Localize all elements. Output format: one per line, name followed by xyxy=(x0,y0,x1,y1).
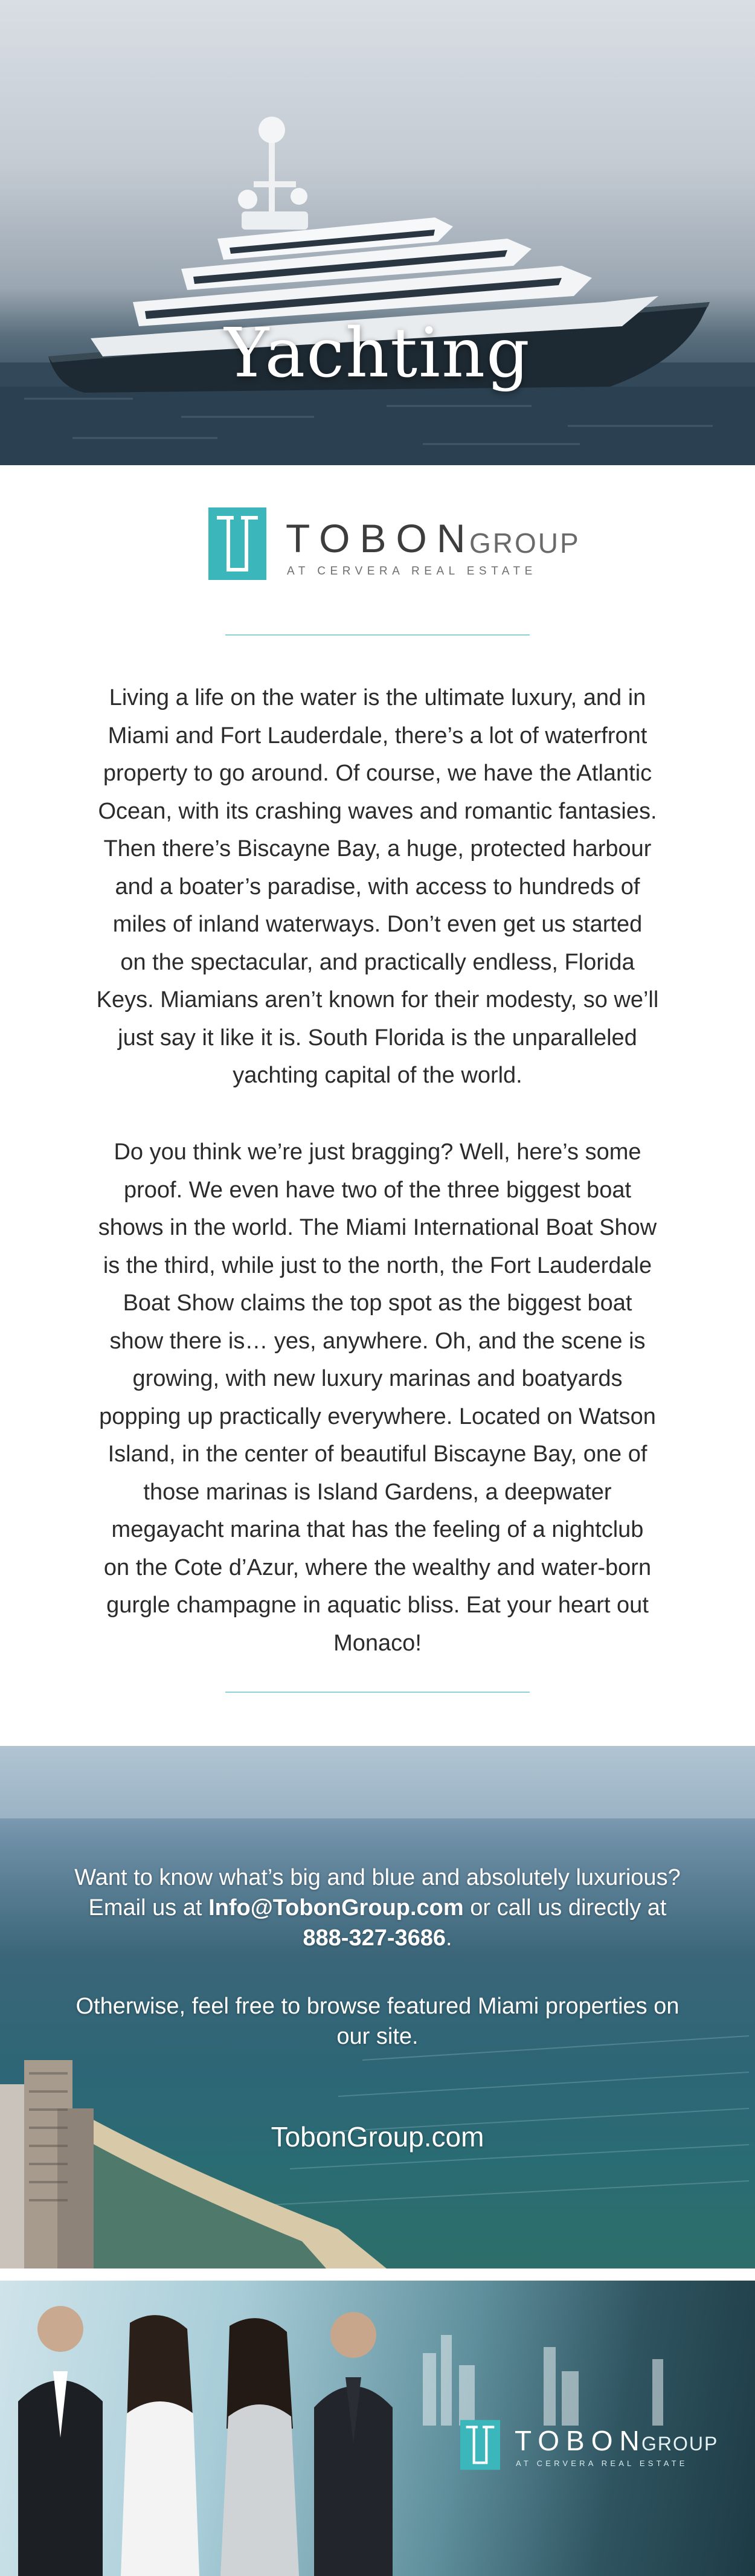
article-line: on the Cote d’Azur, where the wealthy and water-born xyxy=(103,1554,652,1580)
contact-line-2-prefix: Email us at xyxy=(88,1895,209,1921)
article-line: show there is… yes, anywhere. Oh, and the scene is xyxy=(109,1328,646,1354)
contact-phone-suffix: . xyxy=(446,1925,452,1951)
article-line: gurgle champagne in aquatic bliss. Eat your heart out xyxy=(106,1592,649,1618)
contact-message xyxy=(60,1863,695,1953)
hero-title: Yachting xyxy=(224,314,531,393)
contact-line-3 xyxy=(60,1923,695,1953)
contact-line-2 xyxy=(60,1893,695,1923)
article-line: popping up practically everywhere. Located on Watson xyxy=(99,1403,656,1429)
team-banner-logo xyxy=(460,2420,719,2480)
article-line: Then there’s Biscayne Bay, a huge, protected harbour xyxy=(103,836,652,861)
article-line: shows in the world. The Miami International Boat Show xyxy=(98,1215,657,1240)
article-line: megayacht marina that has the feeling of a nightclub xyxy=(111,1517,644,1542)
article-line: proof. We even have two of the three biggest boat xyxy=(123,1177,632,1203)
team-logo-group: GROUP xyxy=(641,2433,719,2455)
website-link[interactable]: TobonGroup.com xyxy=(271,2121,484,2153)
browse-line-2: our site. xyxy=(336,2024,419,2049)
article-line: yachting capital of the world. xyxy=(233,1063,522,1088)
contact-banner xyxy=(0,1746,755,2268)
yacht-illustration xyxy=(0,0,755,465)
contact-line-2-suffix: or call us directly at xyxy=(463,1895,667,1921)
divider-top xyxy=(225,634,530,636)
article-line: Do you think we’re just bragging? Well, here’s some xyxy=(114,1139,641,1165)
article-line: miles of inland waterways. Don’t even get us started xyxy=(112,912,643,937)
tobon-group-logo xyxy=(208,507,580,586)
browse-line-1: Otherwise, feel free to browse featured Miami properties on xyxy=(76,1994,680,2019)
article-line: those marinas is Island Gardens, a deepwater xyxy=(143,1479,612,1505)
article-line: Ocean, with its crashing waves and romantic fantasies. xyxy=(98,798,657,824)
contact-email-link[interactable]: Info@TobonGroup.com xyxy=(208,1895,464,1921)
article-line: Island, in the center of beautiful Biscayne Bay, one of xyxy=(108,1441,647,1467)
article-line: Boat Show claims the top spot as the biggest boat xyxy=(123,1290,632,1316)
browse-message xyxy=(60,1991,695,2052)
logo-group: GROUP xyxy=(469,527,580,559)
contact-line-1: Want to know what’s big and blue and absolutely luxurious? xyxy=(74,1865,681,1890)
article-line: Monaco! xyxy=(333,1630,422,1656)
article-line: and a boater’s paradise, with access to hundreds of xyxy=(115,874,640,900)
article-line: Miami and Fort Lauderdale, there’s a lot of waterfront xyxy=(108,723,647,749)
team-banner xyxy=(0,2281,755,2576)
article-line: is the third, while just to the north, the Fort Lauderdale xyxy=(103,1252,652,1278)
article-line: on the spectacular, and practically endless, Florida xyxy=(120,949,635,975)
article-line: Living a life on the water is the ultimate luxury, and in xyxy=(109,685,646,710)
logo-tagline: AT CERVERA REAL ESTATE xyxy=(287,565,537,578)
divider-bottom xyxy=(225,1692,530,1693)
article-line: just say it like it is. South Florida is the unparalleled xyxy=(118,1025,637,1051)
article-line: property to go around. Of course, we have the Atlantic xyxy=(103,761,652,786)
hero-banner xyxy=(0,0,755,465)
contact-phone-link[interactable]: 888-327-3686 xyxy=(303,1925,446,1951)
tobon-logo-mark-icon xyxy=(460,2420,500,2470)
article-line: growing, with new luxury marinas and boatyards xyxy=(132,1366,623,1391)
team-logo-tagline: AT CERVERA REAL ESTATE xyxy=(516,2459,688,2468)
article-paragraph-1 xyxy=(85,679,670,1095)
team-logo-name: TOBON xyxy=(515,2425,646,2456)
tobon-logo-mark-icon xyxy=(208,507,266,580)
article-paragraph-2 xyxy=(85,1133,670,1662)
logo-name: TOBON xyxy=(286,516,475,561)
article-line: Keys. Miamians aren’t known for their modesty, so we’ll xyxy=(96,987,659,1013)
